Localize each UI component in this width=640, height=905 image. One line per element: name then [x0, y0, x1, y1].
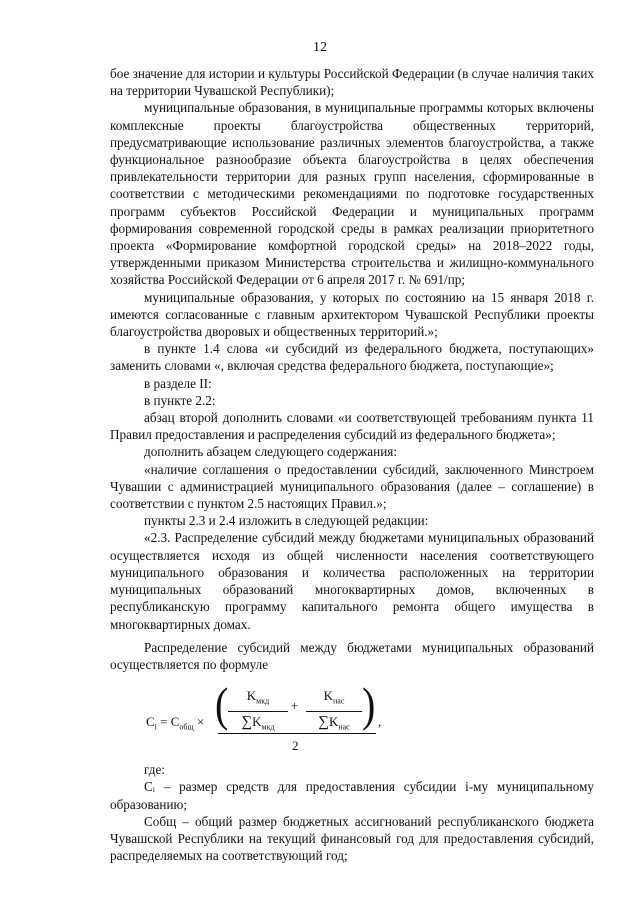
formula-paren-right: )	[362, 677, 376, 732]
paragraph: муниципальные образования, у которых по состоянию на 15 января 2018 г. имеются согласованные с главным архитектором Чувашской Республики проекты благоустройства дворовых и общественных территорий.»;	[110, 289, 594, 340]
paragraph: дополнить абзацем следующего содержания:	[144, 444, 398, 460]
formula-main-bar	[218, 733, 376, 734]
paragraph: пункты 2.3 и 2.4 изложить в следующей редакции:	[144, 513, 429, 529]
paragraph: в пункте 1.4 слова «и субсидий из федерального бюджета, поступающих» заменить словами «, включая средства федерального бюджета, поступающие»;	[110, 341, 594, 374]
page-number: 12	[313, 40, 327, 55]
formula-fraction-nas: $K_{нас}$ $\sum K_{нас}$	[306, 687, 362, 736]
formula-comma: ,	[378, 714, 382, 730]
paragraph: Cобщ – общий размер бюджетных ассигнований республиканского бюджета Чувашской Республики на текущий финансовый год для предоставления субсидий, распределяемых на соответствующий год;	[110, 813, 594, 864]
paragraph: муниципальные образования, в муниципальные программы которых включены комплексные проекты благоустройства общественных территорий, предусматривающие использование различных элементов благоустройства, а также функциональное разнообразие объекта благоустройства в целях обеспечения привлекательности территории для разных групп населения, сформированные в соответствии с методическими рекомендациями по подготовке государственных программ субъектов Российской Федерации и муниципальных программ формирования современной городской среды в рамках реализации приоритетного проекта «Формирование комфортной городской среды» на 2018–2022 годы, утвержденными приказом Министерства строительства и жилищно-коммунального хозяйства Российской Федерации от 6 апреля 2017 г. № 691/пр;	[110, 100, 594, 288]
formula-plus: +	[291, 698, 299, 714]
paragraph: Распределение субсидий между бюджетами муниципальных образований осуществляется по формуле	[110, 639, 594, 672]
formula-paren-left: (	[215, 677, 229, 732]
paragraph: «наличие соглашения о предоставлении субсидий, заключенного Минстроем Чувашии с администрацией муниципального образования (далее – соглашение) в соответствии с пунктом 2.5 настоящих Правил.»;	[110, 461, 594, 512]
formula-lhs: $C_i = C_{общ}$ ×	[146, 714, 205, 732]
paragraph: в пункте 2.2:	[144, 392, 216, 408]
paragraph: абзац второй дополнить словами «и соответствующей требованиям пункта 11 Правил предоставления и распределения субсидий из федерального бюджета»;	[110, 410, 594, 443]
paragraph: в разделе II:	[144, 375, 212, 391]
formula-fraction-mkd: $K_{мкд}$ $\sum K_{мкд}$	[228, 687, 288, 736]
paragraph: где:	[144, 762, 165, 778]
document-body	[110, 65, 594, 864]
distribution-formula	[110, 679, 594, 757]
paragraph: бое значение для истории и культуры Российской Федерации (в случае наличия таких на территории Чувашской Республики);	[110, 66, 594, 99]
paragraph: Cᵢ – размер средств для предоставления субсидии i-му муниципальному образованию;	[110, 779, 594, 812]
paragraph: «2.3. Распределение субсидий между бюджетами муниципальных образований осуществляется исходя из общей численности населения соответствующего муниципального образования и количества расположенных на территории муниципальных образований многоквартирных домов, включенных в республиканскую программу капитального ремонта общего имущества в многоквартирных домах.	[110, 530, 594, 632]
formula-denominator: 2	[292, 738, 299, 754]
